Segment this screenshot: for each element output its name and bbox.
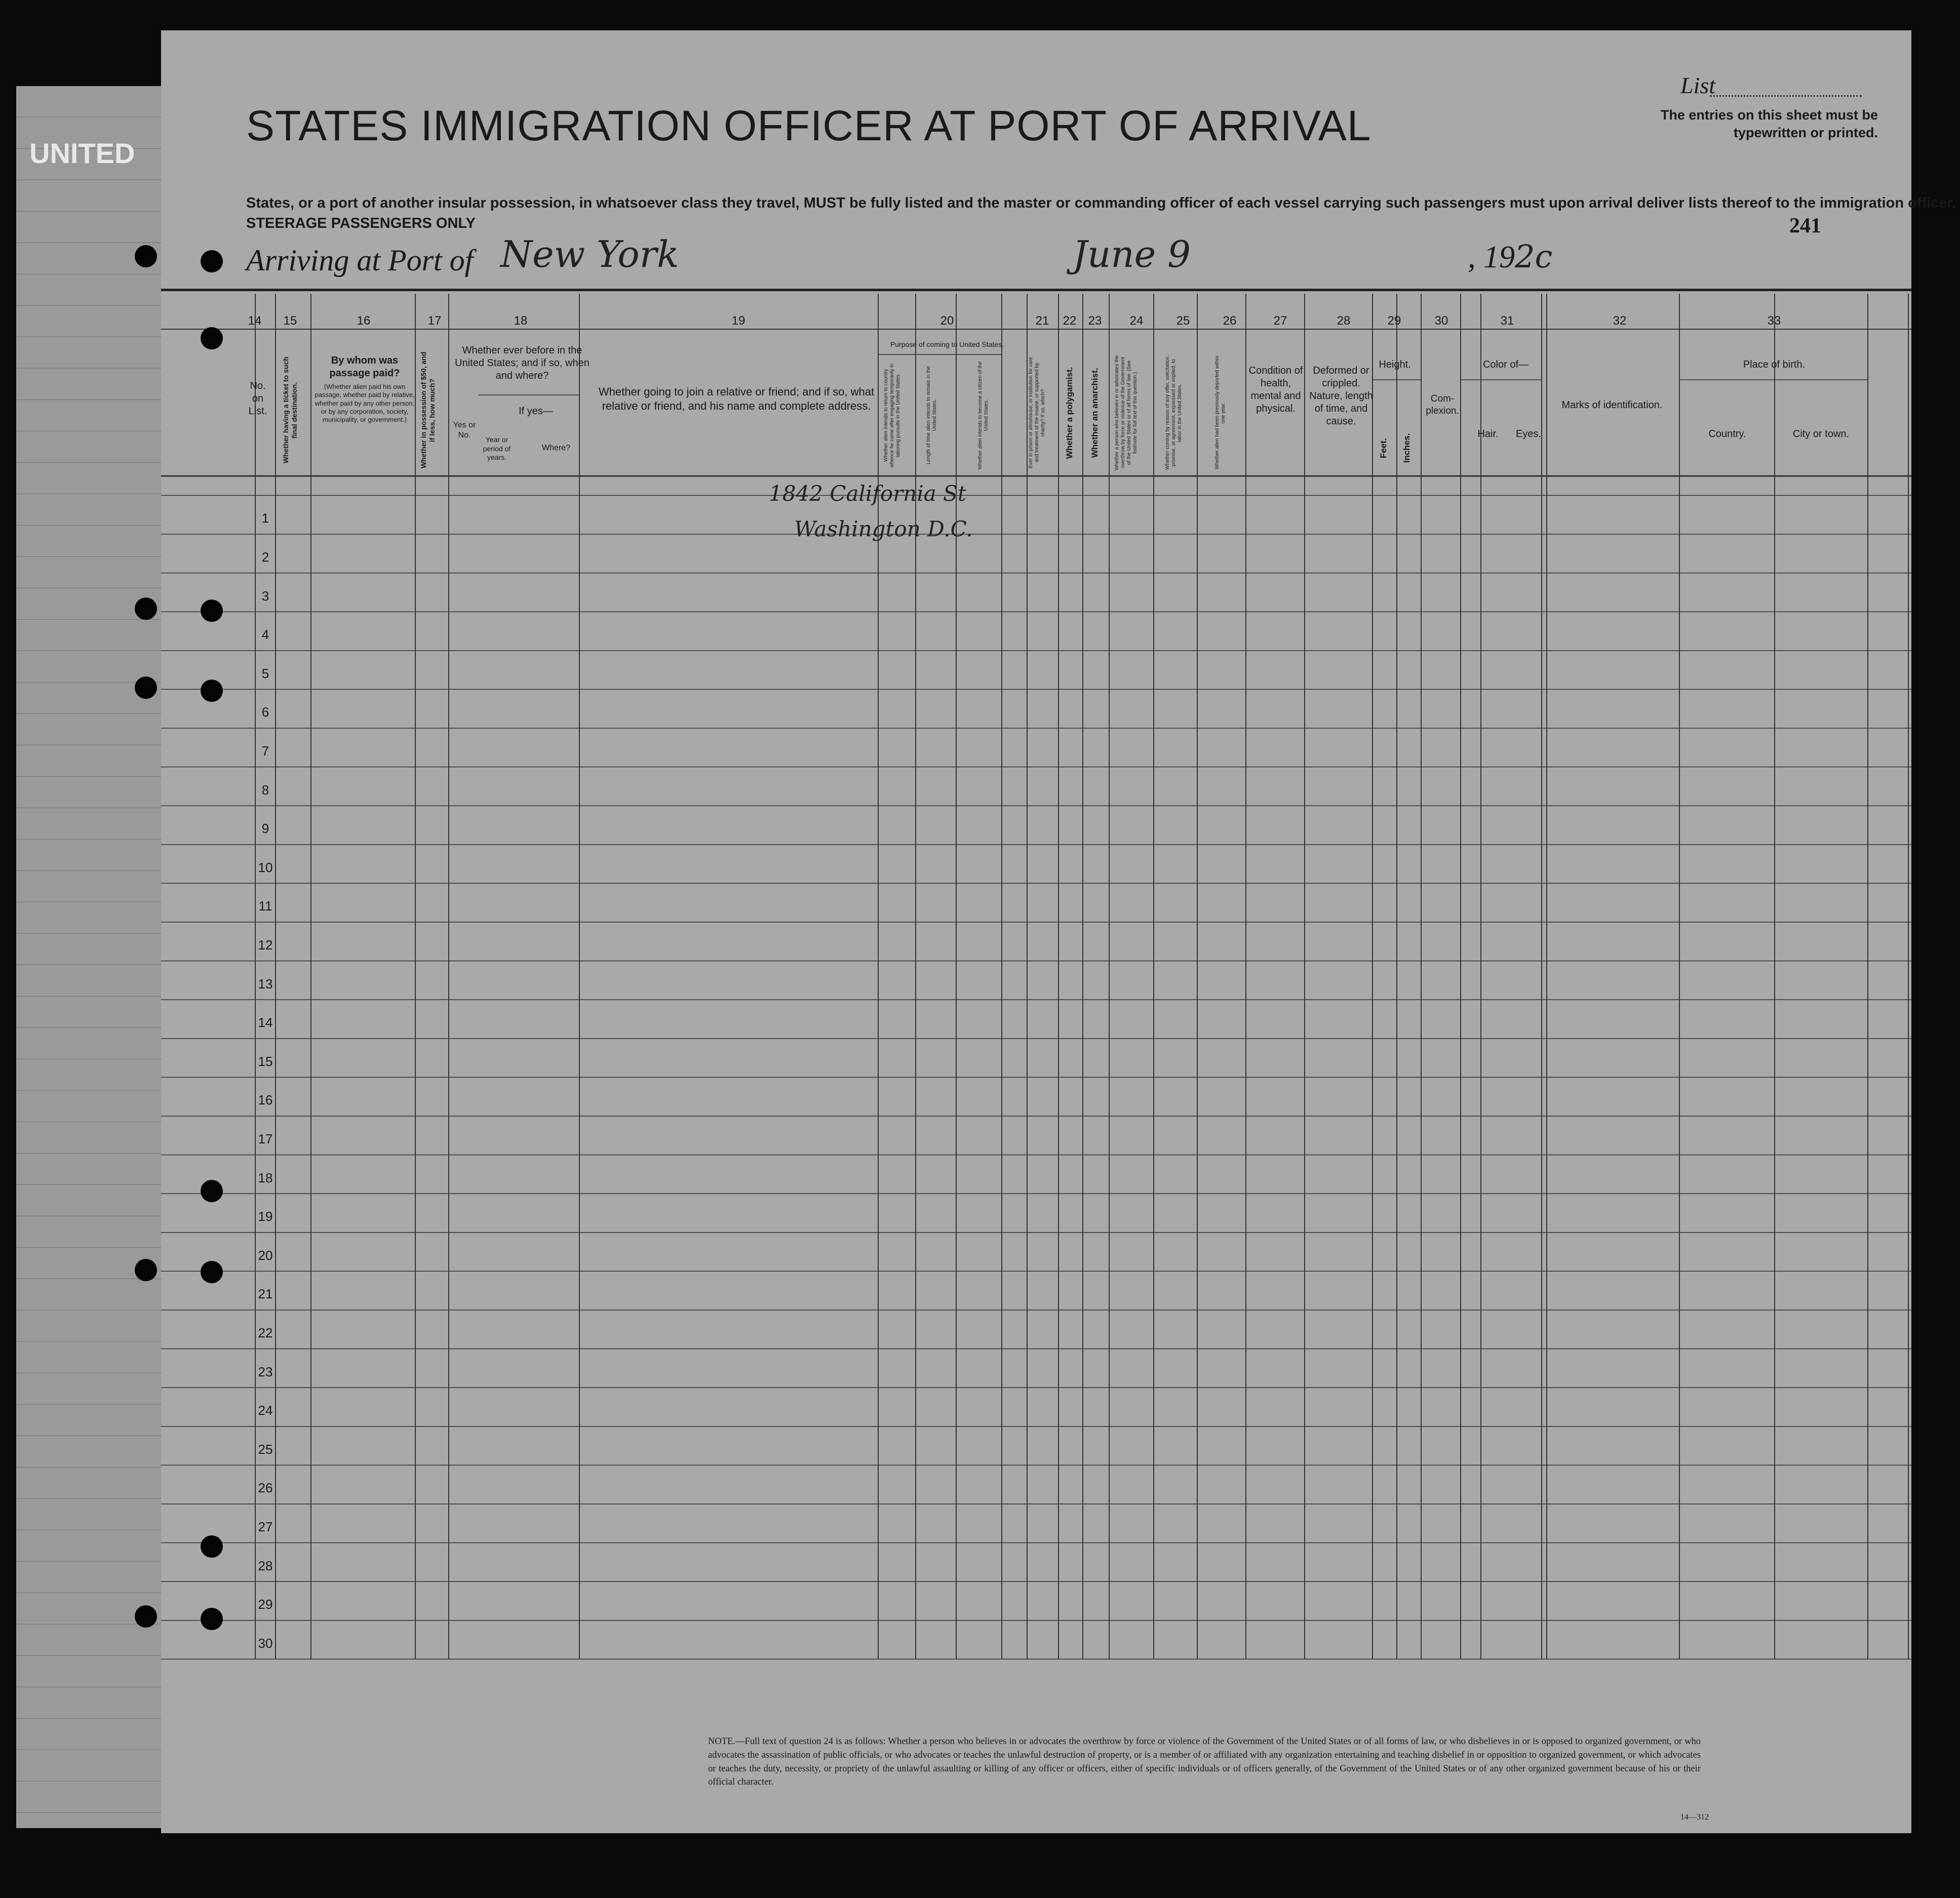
punch-hole xyxy=(201,327,223,349)
row-number: 15 xyxy=(258,1053,273,1069)
row-number: 4 xyxy=(261,627,269,643)
row-number: 10 xyxy=(258,859,273,875)
col-num-21: 21 xyxy=(1035,314,1049,328)
col-num-16: 16 xyxy=(357,314,371,328)
page-title: STATES IMMIGRATION OFFICER AT PORT OF ARRIVAL xyxy=(246,102,1371,149)
col-29-header: Height. xyxy=(1379,359,1411,370)
form-number: 14—312 xyxy=(1680,1813,1709,1822)
col-num-17: 17 xyxy=(427,314,442,328)
col-18-yesno: Yes or No. xyxy=(453,421,476,440)
steerage-label: STEERAGE PASSENGERS ONLY xyxy=(246,215,476,231)
col-num-31: 31 xyxy=(1500,314,1514,328)
col-21-header: Ever in prison or almshouse, or institution for care and treatment of the insane, or supported by charity? If so, which? xyxy=(1028,357,1046,469)
punch-hole xyxy=(135,598,157,620)
row-number: 26 xyxy=(258,1480,273,1496)
col-17-header: Whether in possession of $50, and if less, how much? xyxy=(419,351,436,469)
col-30-header: Com-plexion. xyxy=(1426,393,1459,416)
col-num-15: 15 xyxy=(283,314,297,328)
punch-hole xyxy=(135,1605,157,1628)
punch-hole xyxy=(135,677,157,699)
date-value: June 9 xyxy=(1073,233,1191,275)
col-num-20: 20 xyxy=(940,314,954,328)
year-value: 2c xyxy=(1515,238,1553,275)
row-number: 6 xyxy=(261,704,269,720)
row-number: 20 xyxy=(258,1247,273,1263)
row-number: 17 xyxy=(258,1131,273,1146)
punch-hole xyxy=(201,1535,223,1558)
stamp-text: UNITED xyxy=(29,137,135,169)
instructions-text: States, or a port of another insular possession, in whatsoever class they travel, MUST be fully listed and the master or commanding officer of each vessel carrying such passengers must upon arrival deliver lists thereof to the immigration officer. xyxy=(246,195,1956,211)
col-32-header: Marks of identification. xyxy=(1561,400,1663,411)
row-number: 28 xyxy=(258,1558,273,1573)
col-25-header: Whether coming by reason of any offer, solicitation, promise, or agreement, expressed or implied, to labor in the United States. xyxy=(1165,355,1183,470)
row-number: 21 xyxy=(258,1286,273,1302)
row-number: 14 xyxy=(258,1015,273,1031)
col-num-22: 22 xyxy=(1063,314,1077,328)
col-num-18: 18 xyxy=(514,314,528,328)
row-number: 22 xyxy=(258,1325,273,1340)
punch-hole xyxy=(201,680,223,702)
row-number: 27 xyxy=(258,1519,273,1534)
col-22-header: Whether a polygamist. xyxy=(1065,367,1074,459)
punch-hole xyxy=(201,1608,223,1630)
row-number: 25 xyxy=(258,1441,273,1457)
col-28-header: Deformed or crippled. Nature, length of time, and cause. xyxy=(1309,365,1373,427)
row-1-relative-address-line1: 1842 California St xyxy=(769,481,966,506)
left-binding-strip xyxy=(16,86,168,1828)
col-27-header: Condition of health, mental and physical. xyxy=(1248,365,1303,414)
list-label: List xyxy=(1680,72,1716,98)
col-18-year: Year or period of years. xyxy=(483,436,511,461)
row-number: 8 xyxy=(261,782,269,798)
row-number: 24 xyxy=(258,1403,273,1418)
row-number: 18 xyxy=(258,1170,273,1185)
punch-hole xyxy=(201,600,223,622)
col-18-header: Whether ever before in the United States; and if so, when and where? xyxy=(455,345,590,381)
col-29-feet: Feet. xyxy=(1379,438,1388,458)
row-1-relative-address-line2: Washington D.C. xyxy=(794,517,973,541)
col-num-30: 30 xyxy=(1434,314,1448,328)
col-15-header: Whether having a ticket to such final destination. xyxy=(282,357,298,464)
col-num-24: 24 xyxy=(1129,314,1144,328)
col-num-14: 14 xyxy=(248,314,262,328)
row-number: 2 xyxy=(261,549,269,565)
col-31-hair: Hair. xyxy=(1477,428,1499,440)
row-number: 1 xyxy=(261,510,269,526)
col-num-32: 32 xyxy=(1613,314,1627,328)
row-number: 11 xyxy=(258,898,272,914)
col-16-sub: (Whether alien paid his own passage, whether paid by relative, whether paid by any other person, or by any corporation, society, municipality, or government.) xyxy=(315,383,415,423)
punch-hole xyxy=(201,250,223,272)
row-number: 16 xyxy=(258,1092,273,1108)
col-num-29: 29 xyxy=(1387,314,1401,328)
col-29-inches: Inches. xyxy=(1402,433,1412,463)
punch-hole xyxy=(135,1259,157,1281)
col-16-header xyxy=(314,354,415,424)
col-num-28: 28 xyxy=(1337,314,1351,328)
row-number: 9 xyxy=(261,821,269,837)
col-20b-header: Length of time alien intends to remain in the United States. xyxy=(926,366,937,465)
row-number: 30 xyxy=(258,1635,273,1651)
col-33-header: Place of birth. xyxy=(1743,359,1806,370)
punch-hole xyxy=(135,245,157,267)
row-number: 29 xyxy=(258,1597,273,1612)
col-num-23: 23 xyxy=(1088,314,1102,328)
col-20c-header: Whether alien intends to become a citizen of the United States. xyxy=(977,361,989,469)
row-number: 13 xyxy=(258,976,273,992)
col-24-header: Whether a person who believes in or advocates the overthrow by force or violence of the Government of the United States or of all forms of law. (See footnote for full text of this question.) xyxy=(1114,355,1138,470)
sheet-number: 241 xyxy=(1789,214,1821,238)
manifest-sheet xyxy=(29,30,1956,1833)
col-23-header: Whether an anarchist. xyxy=(1090,368,1100,458)
col-33-country: Country. xyxy=(1708,428,1746,440)
col-14-header: No. on List. xyxy=(248,380,267,417)
col-20a-header: Whether alien intends to return to country whence he came after engaging temporarily in laboring pursuits in the United States. xyxy=(883,363,901,467)
col-26-header: Whether alien had been previously deported within one year. xyxy=(1214,355,1226,470)
punch-hole xyxy=(201,1261,223,1283)
footnote: NOTE.—Full text of question 24 is as follows: Whether a person who believes in or advocates the overthrow by force or violence of the Government of the United States or of all forms of law, or who disbelieves in or is opposed to organized government, or who advocates the assassination of public officials, or who advocates or teaches the unlawful destruction of property, or is a member of or affiliated with any organization entertaining and teaching disbelief in or opposition to organized government, or which advocates or teaches the duty, necessity, or propriety of the unlawful assaulting or killing of any officer or officers, either of specific individuals or of officers generally, of the Government of the United States or of any other organized government because of his or their official character. xyxy=(708,1736,1701,1788)
col-19-header: Whether going to join a relative or friend; and if so, what relative or friend, and his name and complete address. xyxy=(598,385,875,412)
arriving-label: Arriving at Port of xyxy=(246,244,474,277)
col-20-header: Purpose of coming to United States. xyxy=(890,340,1004,348)
col-18-where: Where? xyxy=(541,444,571,452)
col-num-27: 27 xyxy=(1273,314,1287,328)
col-33-city: City or town. xyxy=(1792,428,1850,440)
col-num-25: 25 xyxy=(1176,314,1190,328)
port-value: New York xyxy=(500,233,679,275)
col-num-19: 19 xyxy=(731,314,746,328)
col-31-eyes: Eyes. xyxy=(1515,428,1542,440)
col-18-ifyes: If yes— xyxy=(519,406,553,417)
row-number: 5 xyxy=(261,665,269,681)
punch-hole xyxy=(201,1180,223,1202)
col-31-header: Color of— xyxy=(1482,359,1529,370)
entries-note: The entries on this sheet must be typewritten or printed. xyxy=(1660,107,1878,141)
row-number: 12 xyxy=(258,937,273,953)
year-prefix: , 19 xyxy=(1468,240,1515,274)
col-16-label: By whom was passage paid? xyxy=(329,355,400,379)
row-number: 23 xyxy=(258,1364,273,1379)
row-number: 3 xyxy=(261,588,269,604)
col-num-26: 26 xyxy=(1223,314,1237,328)
manifest-grid xyxy=(161,30,1911,1833)
row-number: 19 xyxy=(258,1209,273,1224)
col-num-33: 33 xyxy=(1767,314,1781,328)
row-number: 7 xyxy=(261,743,269,759)
